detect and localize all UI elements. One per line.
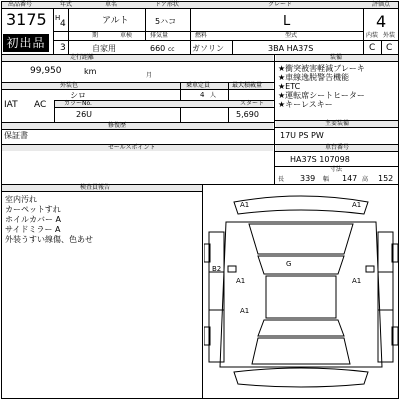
mileage: 99,950 <box>30 66 62 76</box>
damage-mark-hood: A1 <box>240 307 250 315</box>
divider <box>1 8 399 9</box>
grade: L <box>283 14 291 29</box>
body-type: 5ハコ <box>155 17 177 26</box>
sales-points-label: セールスポイント <box>108 144 156 151</box>
color-no-label: カラーNo. <box>64 100 92 107</box>
height-label: 高 <box>362 176 369 183</box>
divider <box>53 8 54 54</box>
note-line: 外装うすい線傷、色あせ <box>5 235 93 244</box>
seats-label: 乗車定員 <box>186 82 211 89</box>
interior-score: C <box>369 43 376 53</box>
displacement: 660 <box>150 44 166 53</box>
divider <box>274 127 399 128</box>
month-value: 3 <box>60 43 66 53</box>
divider <box>190 8 191 54</box>
model-label: 型式 <box>285 32 298 39</box>
car-name-label: 車名 <box>105 1 118 8</box>
divider <box>363 8 364 54</box>
divider <box>54 100 55 122</box>
inspector-notes <box>5 195 93 245</box>
divider <box>68 8 69 54</box>
car-name: アルト <box>102 16 129 26</box>
grade-label: グレード <box>268 1 293 8</box>
power-features-label: 主要装備 <box>325 120 350 127</box>
warranty: 保証書 <box>4 131 28 140</box>
equipment-item: ★運転席シートヒーター <box>278 91 365 100</box>
divider <box>274 144 275 184</box>
equipment-item: ★衝突被害軽減ブレーキ <box>278 64 365 73</box>
divider <box>145 8 146 40</box>
damage-mark-glass: G <box>286 260 292 268</box>
divider <box>1 89 274 90</box>
divider <box>54 107 274 108</box>
model-code: 3BA HA37S <box>268 44 314 53</box>
exterior-score: C <box>386 43 393 53</box>
divider <box>232 40 233 54</box>
note-line: ホイルカバー A <box>5 215 62 224</box>
lot-number: 3175 <box>6 10 47 29</box>
color-label: 外装色 <box>60 82 79 89</box>
dimensions-label: 寸法 <box>330 166 343 173</box>
note-line: 室内汚れ <box>5 195 37 204</box>
exterior-label: 外装 <box>383 32 396 39</box>
max-load-label: 最大積載量 <box>232 82 263 89</box>
seats-unit: 人 <box>210 92 217 99</box>
divider <box>1 129 274 130</box>
equipment-list <box>278 64 365 109</box>
month-unit: 月 <box>146 72 153 79</box>
length-label: 長 <box>278 176 285 183</box>
height-value: 152 <box>378 174 394 183</box>
divider <box>202 184 203 399</box>
color-number: 26U <box>76 110 93 119</box>
start-price: 5,690 <box>236 110 259 119</box>
year-prefix: H <box>55 14 61 22</box>
fuel-label: 燃料 <box>195 32 208 39</box>
exterior-color: シロ <box>70 91 86 100</box>
vehicle-condition-diagram <box>204 192 398 398</box>
shaken-label: 車検 <box>120 32 133 39</box>
equipment-label: 装備 <box>330 54 343 61</box>
damage-mark-rear-left: A1 <box>236 277 246 285</box>
divider <box>53 40 398 41</box>
divider <box>274 151 399 152</box>
score-label: 評価点 <box>372 1 391 8</box>
divider <box>53 31 363 32</box>
inspection-label: 修復歴 <box>108 122 127 129</box>
equipment-item: ★ETC <box>278 82 301 91</box>
lot-number-label: 出品番号 <box>8 1 33 8</box>
period-label: 期 <box>92 32 99 39</box>
damage-mark-front-right: A1 <box>352 201 362 209</box>
first-listing-badge: 初出品 <box>3 34 49 52</box>
fuel: ガソリン <box>192 44 224 53</box>
equipment-item: ★車線逸脱警告機能 <box>278 73 350 82</box>
note-line: サイドミラー A <box>5 225 61 234</box>
note-line: カーペットすれ <box>5 205 61 214</box>
overall-score: 4 <box>376 12 387 31</box>
power-features: 17U PS PW <box>280 131 324 140</box>
width-value: 147 <box>342 174 358 183</box>
price-label: スタート <box>240 100 265 107</box>
damage-mark-left-side: B2 <box>212 265 222 273</box>
frame-number-label: 車台番号 <box>325 144 350 151</box>
body-label: ドア形状 <box>155 1 179 8</box>
year-value: 4 <box>60 19 66 29</box>
damage-mark-rear-right: A1 <box>352 277 362 285</box>
mileage-label: 走行距離 <box>70 54 95 61</box>
notes-label: 検査員報告 <box>80 184 111 191</box>
frame-number: HA37S 107098 <box>290 155 350 164</box>
mileage-unit: km <box>84 67 97 76</box>
damage-mark-front-left: A1 <box>240 201 250 209</box>
equipment-item: ★キーレスキー <box>278 100 333 109</box>
aircon: AC <box>34 100 47 110</box>
divider <box>1 61 399 62</box>
divider <box>274 54 275 144</box>
usage: 自家用 <box>92 44 116 53</box>
transmission: IAT <box>4 100 18 110</box>
displacement-unit: cc <box>168 46 175 53</box>
divider <box>381 40 382 54</box>
year-label: 年式 <box>60 1 73 8</box>
width-label: 幅 <box>323 176 330 183</box>
seats-count: 4 <box>200 91 205 99</box>
length-value: 339 <box>300 174 316 183</box>
capacity-label: 排気量 <box>150 32 169 39</box>
interior-label: 内装 <box>366 32 379 39</box>
divider <box>1 191 202 192</box>
